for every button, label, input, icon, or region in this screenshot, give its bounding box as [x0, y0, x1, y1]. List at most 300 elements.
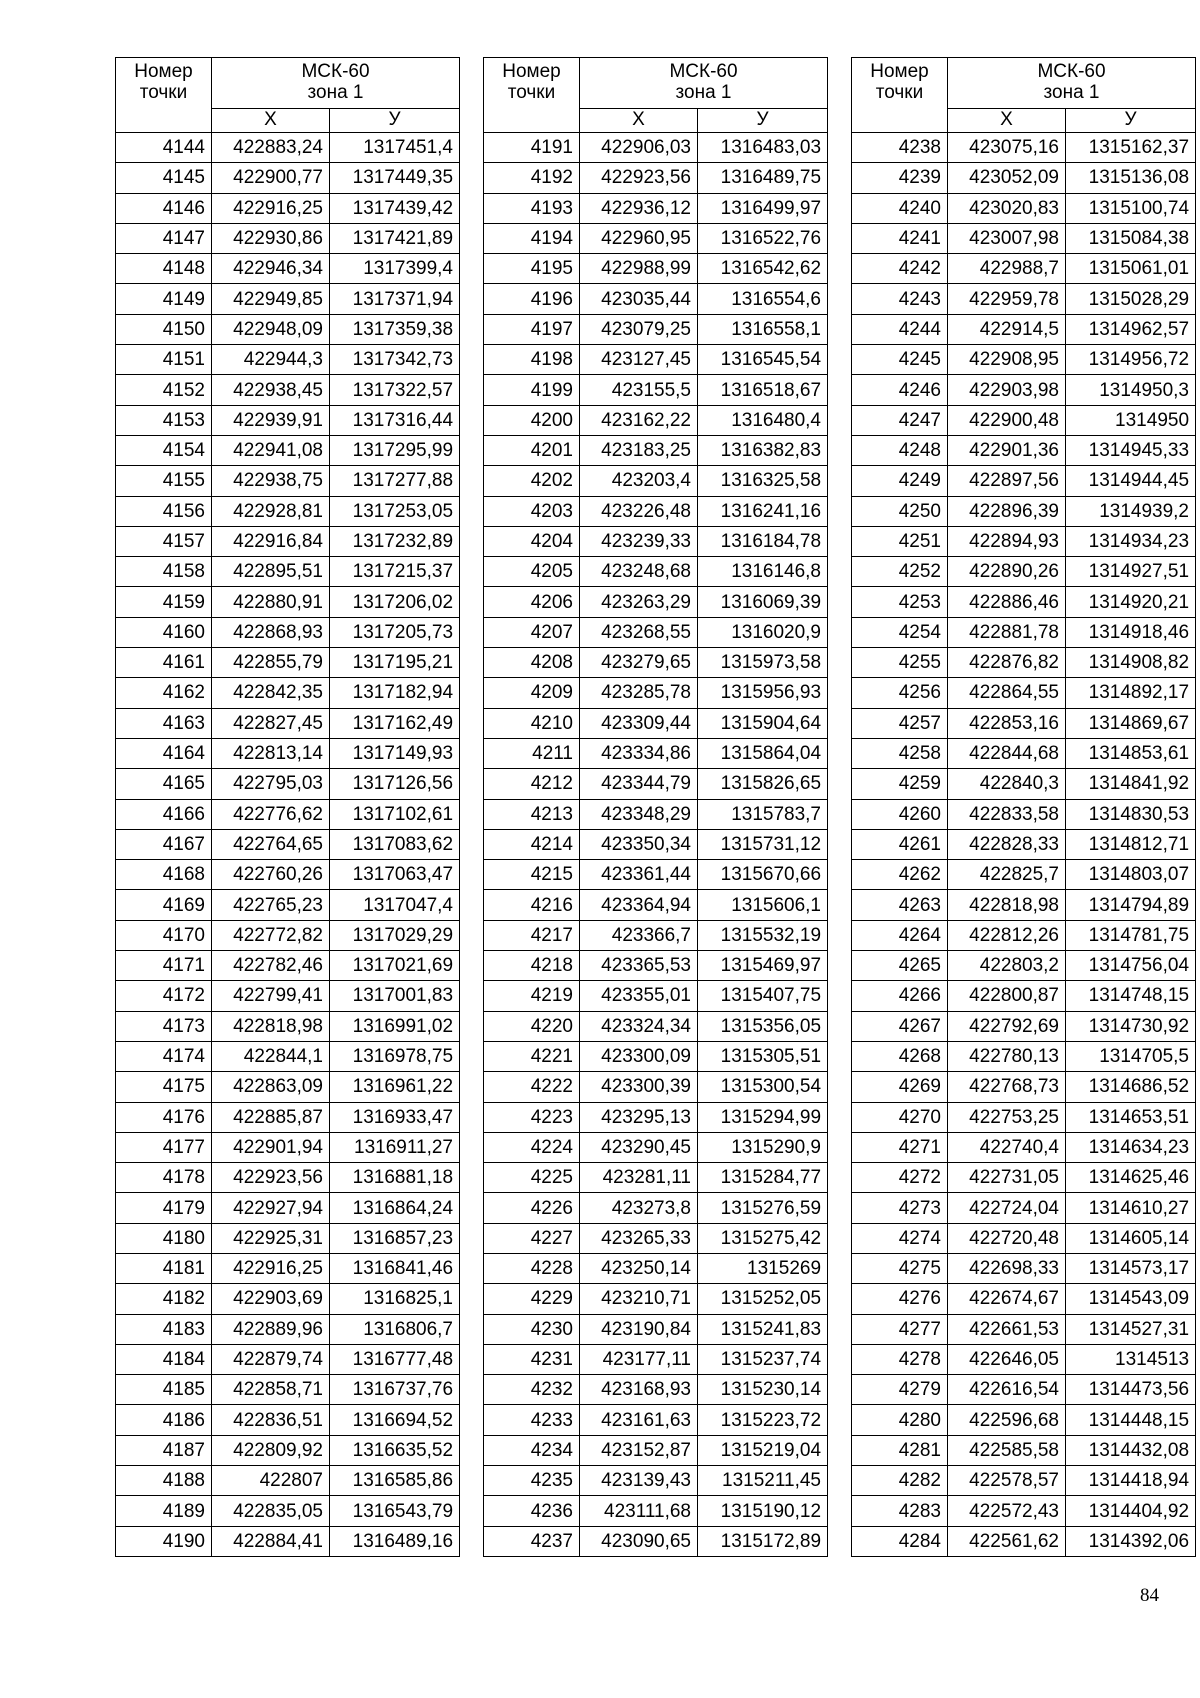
y-coordinate-cell: 1314610,27 — [1066, 1193, 1196, 1223]
coordinate-system-header: МСК-60 зона 1 — [212, 58, 460, 109]
y-coordinate-cell: 1315864,04 — [698, 738, 828, 768]
y-coordinate-cell: 1317206,02 — [330, 587, 460, 617]
point-number-cell: 4201 — [484, 435, 580, 465]
y-coordinate-cell: 1315190,12 — [698, 1496, 828, 1526]
table-row — [484, 1193, 828, 1223]
coordinates-table-1 — [115, 57, 460, 1557]
point-number-cell: 4194 — [484, 223, 580, 253]
table-row — [852, 1041, 1196, 1071]
point-number-cell: 4197 — [484, 314, 580, 344]
table-row — [484, 254, 828, 284]
y-coordinate-cell: 1314934,23 — [1066, 526, 1196, 556]
y-coordinate-cell: 1315956,93 — [698, 678, 828, 708]
x-coordinate-cell: 422818,98 — [212, 1011, 330, 1041]
y-coordinate-cell: 1316483,03 — [698, 133, 828, 163]
point-number-cell: 4238 — [852, 133, 948, 163]
x-coordinate-cell: 422646,05 — [948, 1344, 1066, 1374]
coordinate-system-header: МСК-60 зона 1 — [580, 58, 828, 109]
table-row — [484, 1344, 828, 1374]
point-number-cell: 4159 — [116, 587, 212, 617]
x-coordinate-cell: 422896,39 — [948, 496, 1066, 526]
y-coordinate-cell: 1315219,04 — [698, 1435, 828, 1465]
table-row — [484, 1011, 828, 1041]
table-row — [852, 405, 1196, 435]
point-number-cell: 4173 — [116, 1011, 212, 1041]
table-row — [484, 1496, 828, 1526]
point-number-cell: 4252 — [852, 557, 948, 587]
table-row — [116, 617, 460, 647]
table-row — [484, 314, 828, 344]
table-row — [852, 1132, 1196, 1162]
x-coordinate-cell: 422776,62 — [212, 799, 330, 829]
x-coordinate-cell: 422946,34 — [212, 254, 330, 284]
table-row — [484, 1405, 828, 1435]
table-row — [116, 254, 460, 284]
x-coordinate-cell: 422885,87 — [212, 1102, 330, 1132]
y-coordinate-cell: 1316489,75 — [698, 163, 828, 193]
y-coordinate-cell: 1316991,02 — [330, 1011, 460, 1041]
x-coordinate-cell: 422890,26 — [948, 557, 1066, 587]
point-number-cell: 4167 — [116, 829, 212, 859]
x-coordinate-cell: 422833,58 — [948, 799, 1066, 829]
x-coordinate-cell: 422883,24 — [212, 133, 330, 163]
table-row — [116, 1344, 460, 1374]
x-coordinate-cell: 422825,7 — [948, 860, 1066, 890]
point-number-cell: 4262 — [852, 860, 948, 890]
y-coordinate-cell: 1314830,53 — [1066, 799, 1196, 829]
point-number-cell: 4284 — [852, 1526, 948, 1556]
y-coordinate-cell: 1315136,08 — [1066, 163, 1196, 193]
y-coordinate-cell: 1316020,9 — [698, 617, 828, 647]
x-coordinate-cell: 422840,3 — [948, 769, 1066, 799]
y-coordinate-cell: 1316518,67 — [698, 375, 828, 405]
x-coordinate-cell: 422876,82 — [948, 648, 1066, 678]
x-coordinate-cell: 422795,03 — [212, 769, 330, 799]
y-coordinate-cell: 1314686,52 — [1066, 1072, 1196, 1102]
x-coordinate-cell: 423290,45 — [580, 1132, 698, 1162]
table-row — [484, 1041, 828, 1071]
x-coordinate-cell: 422800,87 — [948, 981, 1066, 1011]
table-row — [852, 799, 1196, 829]
table-row — [484, 405, 828, 435]
x-coordinate-cell: 422939,91 — [212, 405, 330, 435]
point-number-cell: 4214 — [484, 829, 580, 859]
x-coordinate-cell: 423183,25 — [580, 435, 698, 465]
table-row — [852, 1466, 1196, 1496]
y-coordinate-cell: 1316325,58 — [698, 466, 828, 496]
x-coordinate-cell: 423250,14 — [580, 1253, 698, 1283]
x-coordinate-cell: 423161,63 — [580, 1405, 698, 1435]
point-number-cell: 4176 — [116, 1102, 212, 1132]
x-coordinate-cell: 423248,68 — [580, 557, 698, 587]
table-row — [852, 769, 1196, 799]
table-row — [852, 375, 1196, 405]
point-number-cell: 4246 — [852, 375, 948, 405]
y-coordinate-cell: 1314892,17 — [1066, 678, 1196, 708]
table-row — [852, 163, 1196, 193]
point-number-cell: 4158 — [116, 557, 212, 587]
point-number-cell: 4276 — [852, 1284, 948, 1314]
point-number-cell: 4280 — [852, 1405, 948, 1435]
table-row — [116, 1163, 460, 1193]
y-coordinate-cell: 1317439,42 — [330, 193, 460, 223]
y-coordinate-cell: 1317371,94 — [330, 284, 460, 314]
x-coordinate-cell: 422753,25 — [948, 1102, 1066, 1132]
point-number-cell: 4254 — [852, 617, 948, 647]
point-number-cell: 4241 — [852, 223, 948, 253]
y-coordinate-cell: 1314927,51 — [1066, 557, 1196, 587]
x-coordinate-cell: 423265,33 — [580, 1223, 698, 1253]
point-number-cell: 4215 — [484, 860, 580, 890]
x-coordinate-cell: 423035,44 — [580, 284, 698, 314]
point-number-cell: 4263 — [852, 890, 948, 920]
table-row — [484, 860, 828, 890]
x-coordinate-cell: 422901,94 — [212, 1132, 330, 1162]
y-coordinate-cell: 1316382,83 — [698, 435, 828, 465]
y-coordinate-cell: 1317149,93 — [330, 738, 460, 768]
x-coordinate-cell: 423007,98 — [948, 223, 1066, 253]
y-column-header: У — [698, 109, 828, 133]
table-row — [116, 163, 460, 193]
y-coordinate-cell: 1314527,31 — [1066, 1314, 1196, 1344]
y-coordinate-cell: 1316146,8 — [698, 557, 828, 587]
x-coordinate-cell: 422864,55 — [948, 678, 1066, 708]
table-row — [852, 951, 1196, 981]
x-coordinate-cell: 422818,98 — [948, 890, 1066, 920]
x-coordinate-cell: 423279,65 — [580, 648, 698, 678]
y-coordinate-cell: 1315290,9 — [698, 1132, 828, 1162]
y-coordinate-cell: 1316978,75 — [330, 1041, 460, 1071]
table-row — [484, 466, 828, 496]
point-number-cell: 4171 — [116, 951, 212, 981]
point-number-cell: 4155 — [116, 466, 212, 496]
y-coordinate-cell: 1314605,14 — [1066, 1223, 1196, 1253]
x-coordinate-cell: 423111,68 — [580, 1496, 698, 1526]
y-coordinate-cell: 1315356,05 — [698, 1011, 828, 1041]
x-coordinate-cell: 422780,13 — [948, 1041, 1066, 1071]
x-coordinate-cell: 422914,5 — [948, 314, 1066, 344]
point-number-cell: 4192 — [484, 163, 580, 193]
y-coordinate-cell: 1317102,61 — [330, 799, 460, 829]
point-number-cell: 4243 — [852, 284, 948, 314]
point-number-cell: 4227 — [484, 1223, 580, 1253]
y-coordinate-cell: 1314634,23 — [1066, 1132, 1196, 1162]
table-row — [852, 1375, 1196, 1405]
y-coordinate-cell: 1317451,4 — [330, 133, 460, 163]
y-coordinate-cell: 1314543,09 — [1066, 1284, 1196, 1314]
y-coordinate-cell: 1317047,4 — [330, 890, 460, 920]
point-number-cell: 4244 — [852, 314, 948, 344]
y-coordinate-cell: 1317205,73 — [330, 617, 460, 647]
table-row — [484, 1072, 828, 1102]
table-row — [484, 496, 828, 526]
x-coordinate-cell: 422772,82 — [212, 920, 330, 950]
y-coordinate-cell: 1314392,06 — [1066, 1526, 1196, 1556]
table-row — [852, 1011, 1196, 1041]
table-row — [116, 1375, 460, 1405]
y-coordinate-cell: 1314950,3 — [1066, 375, 1196, 405]
y-coordinate-cell: 1317277,88 — [330, 466, 460, 496]
x-coordinate-cell: 422894,93 — [948, 526, 1066, 556]
y-coordinate-cell: 1315904,64 — [698, 708, 828, 738]
y-coordinate-cell: 1314920,21 — [1066, 587, 1196, 617]
table-row — [852, 284, 1196, 314]
table-row — [852, 587, 1196, 617]
y-coordinate-cell: 1316184,78 — [698, 526, 828, 556]
y-coordinate-cell: 1316558,1 — [698, 314, 828, 344]
table-row — [852, 920, 1196, 950]
table-row — [116, 133, 460, 163]
y-coordinate-cell: 1314853,61 — [1066, 738, 1196, 768]
table-row — [852, 1072, 1196, 1102]
x-coordinate-cell: 422724,04 — [948, 1193, 1066, 1223]
point-number-cell: 4185 — [116, 1375, 212, 1405]
point-number-cell: 4260 — [852, 799, 948, 829]
table-row — [116, 860, 460, 890]
table-row — [116, 920, 460, 950]
table-row — [484, 738, 828, 768]
y-coordinate-cell: 1314950 — [1066, 405, 1196, 435]
x-coordinate-cell: 422572,43 — [948, 1496, 1066, 1526]
y-coordinate-cell: 1315275,42 — [698, 1223, 828, 1253]
point-number-cell: 4196 — [484, 284, 580, 314]
table-row — [852, 738, 1196, 768]
table-row — [852, 1526, 1196, 1556]
table-row — [116, 1496, 460, 1526]
point-number-cell: 4247 — [852, 405, 948, 435]
y-coordinate-cell: 1317253,05 — [330, 496, 460, 526]
table-row — [484, 1223, 828, 1253]
y-coordinate-cell: 1315407,75 — [698, 981, 828, 1011]
table-row — [116, 496, 460, 526]
point-number-cell: 4234 — [484, 1435, 580, 1465]
point-number-cell: 4240 — [852, 193, 948, 223]
point-number-cell: 4259 — [852, 769, 948, 799]
y-coordinate-cell: 1314869,67 — [1066, 708, 1196, 738]
point-number-cell: 4164 — [116, 738, 212, 768]
y-coordinate-cell: 1315284,77 — [698, 1163, 828, 1193]
point-number-cell: 4154 — [116, 435, 212, 465]
y-coordinate-cell: 1314781,75 — [1066, 920, 1196, 950]
table-row — [852, 981, 1196, 1011]
point-number-cell: 4269 — [852, 1072, 948, 1102]
table-row — [116, 435, 460, 465]
y-coordinate-cell: 1317359,38 — [330, 314, 460, 344]
x-coordinate-cell: 422720,48 — [948, 1223, 1066, 1253]
point-number-cell: 4146 — [116, 193, 212, 223]
coordinates-table-3 — [851, 57, 1196, 1557]
point-number-cell: 4281 — [852, 1435, 948, 1465]
table-row — [852, 526, 1196, 556]
x-coordinate-cell: 422731,05 — [948, 1163, 1066, 1193]
table-row — [116, 314, 460, 344]
y-coordinate-cell: 1316933,47 — [330, 1102, 460, 1132]
x-coordinate-cell: 422835,05 — [212, 1496, 330, 1526]
x-coordinate-cell: 423090,65 — [580, 1526, 698, 1556]
y-coordinate-cell: 1317342,73 — [330, 345, 460, 375]
point-number-header: Номер точки — [116, 58, 212, 133]
table-row — [852, 1193, 1196, 1223]
point-number-cell: 4206 — [484, 587, 580, 617]
table-row — [852, 193, 1196, 223]
y-coordinate-cell: 1317182,94 — [330, 678, 460, 708]
y-column-header: У — [1066, 109, 1196, 133]
y-coordinate-cell: 1317001,83 — [330, 981, 460, 1011]
y-coordinate-cell: 1314573,17 — [1066, 1253, 1196, 1283]
point-number-cell: 4267 — [852, 1011, 948, 1041]
y-coordinate-cell: 1314962,57 — [1066, 314, 1196, 344]
x-coordinate-cell: 422803,2 — [948, 951, 1066, 981]
x-coordinate-cell: 422578,57 — [948, 1466, 1066, 1496]
table-row — [852, 648, 1196, 678]
y-coordinate-cell: 1315532,19 — [698, 920, 828, 950]
y-coordinate-cell: 1315100,74 — [1066, 193, 1196, 223]
x-column-header: Х — [948, 109, 1066, 133]
x-coordinate-cell: 422813,14 — [212, 738, 330, 768]
point-number-cell: 4169 — [116, 890, 212, 920]
point-number-cell: 4222 — [484, 1072, 580, 1102]
y-coordinate-cell: 1315223,72 — [698, 1405, 828, 1435]
point-number-cell: 4198 — [484, 345, 580, 375]
point-number-cell: 4239 — [852, 163, 948, 193]
y-coordinate-cell: 1315606,1 — [698, 890, 828, 920]
point-number-cell: 4188 — [116, 1466, 212, 1496]
point-number-cell: 4211 — [484, 738, 580, 768]
point-number-header: Номер точки — [852, 58, 948, 133]
y-coordinate-cell: 1314841,92 — [1066, 769, 1196, 799]
x-coordinate-cell: 423190,84 — [580, 1314, 698, 1344]
x-coordinate-cell: 423300,09 — [580, 1041, 698, 1071]
x-coordinate-cell: 422868,93 — [212, 617, 330, 647]
table-row — [484, 708, 828, 738]
y-coordinate-cell: 1315731,12 — [698, 829, 828, 859]
y-coordinate-cell: 1314730,92 — [1066, 1011, 1196, 1041]
table-row — [852, 860, 1196, 890]
x-coordinate-cell: 422960,95 — [580, 223, 698, 253]
point-number-cell: 4175 — [116, 1072, 212, 1102]
y-coordinate-cell: 1314945,33 — [1066, 435, 1196, 465]
table-row — [484, 1132, 828, 1162]
y-coordinate-cell: 1316543,79 — [330, 1496, 460, 1526]
x-coordinate-cell: 422836,51 — [212, 1405, 330, 1435]
point-number-cell: 4148 — [116, 254, 212, 284]
table-row — [484, 133, 828, 163]
point-number-cell: 4236 — [484, 1496, 580, 1526]
y-coordinate-cell: 1315305,51 — [698, 1041, 828, 1071]
point-number-cell: 4237 — [484, 1526, 580, 1556]
point-number-cell: 4202 — [484, 466, 580, 496]
table-row — [852, 435, 1196, 465]
x-coordinate-cell: 422880,91 — [212, 587, 330, 617]
point-number-cell: 4224 — [484, 1132, 580, 1162]
y-coordinate-cell: 1316911,27 — [330, 1132, 460, 1162]
point-number-cell: 4193 — [484, 193, 580, 223]
table-row — [484, 1435, 828, 1465]
y-coordinate-cell: 1314812,71 — [1066, 829, 1196, 859]
table-row — [484, 829, 828, 859]
y-coordinate-cell: 1315294,99 — [698, 1102, 828, 1132]
point-number-cell: 4273 — [852, 1193, 948, 1223]
table-row — [484, 920, 828, 950]
x-coordinate-cell: 422906,03 — [580, 133, 698, 163]
point-number-cell: 4183 — [116, 1314, 212, 1344]
point-number-cell: 4264 — [852, 920, 948, 950]
x-coordinate-cell: 422844,68 — [948, 738, 1066, 768]
table-row — [116, 738, 460, 768]
table-row — [116, 648, 460, 678]
point-number-cell: 4182 — [116, 1284, 212, 1314]
x-coordinate-cell: 422936,12 — [580, 193, 698, 223]
y-coordinate-cell: 1316489,16 — [330, 1526, 460, 1556]
y-coordinate-cell: 1316522,76 — [698, 223, 828, 253]
table-row — [852, 617, 1196, 647]
table-row — [484, 163, 828, 193]
x-coordinate-cell: 422988,7 — [948, 254, 1066, 284]
table-row — [852, 314, 1196, 344]
point-number-cell: 4261 — [852, 829, 948, 859]
x-coordinate-cell: 423285,78 — [580, 678, 698, 708]
x-coordinate-cell: 422923,56 — [580, 163, 698, 193]
y-coordinate-cell: 1314653,51 — [1066, 1102, 1196, 1132]
y-coordinate-cell: 1316542,62 — [698, 254, 828, 284]
table-row — [852, 466, 1196, 496]
x-coordinate-cell: 422596,68 — [948, 1405, 1066, 1435]
point-number-cell: 4225 — [484, 1163, 580, 1193]
x-coordinate-cell: 423309,44 — [580, 708, 698, 738]
point-number-cell: 4156 — [116, 496, 212, 526]
point-number-cell: 4161 — [116, 648, 212, 678]
x-coordinate-cell: 423366,7 — [580, 920, 698, 950]
x-coordinate-cell: 422884,41 — [212, 1526, 330, 1556]
y-coordinate-cell: 1317232,89 — [330, 526, 460, 556]
x-coordinate-cell: 422698,33 — [948, 1253, 1066, 1283]
x-coordinate-cell: 423127,45 — [580, 345, 698, 375]
table-row — [116, 981, 460, 1011]
point-number-cell: 4199 — [484, 375, 580, 405]
table-row — [852, 708, 1196, 738]
x-coordinate-cell: 422858,71 — [212, 1375, 330, 1405]
y-coordinate-cell: 1315061,01 — [1066, 254, 1196, 284]
x-coordinate-cell: 423361,44 — [580, 860, 698, 890]
x-coordinate-cell: 423226,48 — [580, 496, 698, 526]
x-coordinate-cell: 422925,31 — [212, 1223, 330, 1253]
table-row — [116, 1466, 460, 1496]
table-row — [116, 890, 460, 920]
table-row — [852, 133, 1196, 163]
point-number-cell: 4191 — [484, 133, 580, 163]
x-coordinate-cell: 423334,86 — [580, 738, 698, 768]
x-coordinate-cell: 423162,22 — [580, 405, 698, 435]
table-row — [852, 345, 1196, 375]
table-row — [116, 829, 460, 859]
point-number-cell: 4203 — [484, 496, 580, 526]
x-coordinate-cell: 423295,13 — [580, 1102, 698, 1132]
table-row — [116, 1132, 460, 1162]
x-coordinate-cell: 422881,78 — [948, 617, 1066, 647]
x-coordinate-cell: 423177,11 — [580, 1344, 698, 1374]
x-coordinate-cell: 423268,55 — [580, 617, 698, 647]
point-number-cell: 4233 — [484, 1405, 580, 1435]
table-row — [116, 708, 460, 738]
y-coordinate-cell: 1314432,08 — [1066, 1435, 1196, 1465]
table-row — [852, 557, 1196, 587]
table-row — [484, 648, 828, 678]
y-coordinate-cell: 1314748,15 — [1066, 981, 1196, 1011]
table-row — [116, 1041, 460, 1071]
y-coordinate-cell: 1314939,2 — [1066, 496, 1196, 526]
x-coordinate-cell: 422916,25 — [212, 1253, 330, 1283]
x-coordinate-cell: 423348,29 — [580, 799, 698, 829]
